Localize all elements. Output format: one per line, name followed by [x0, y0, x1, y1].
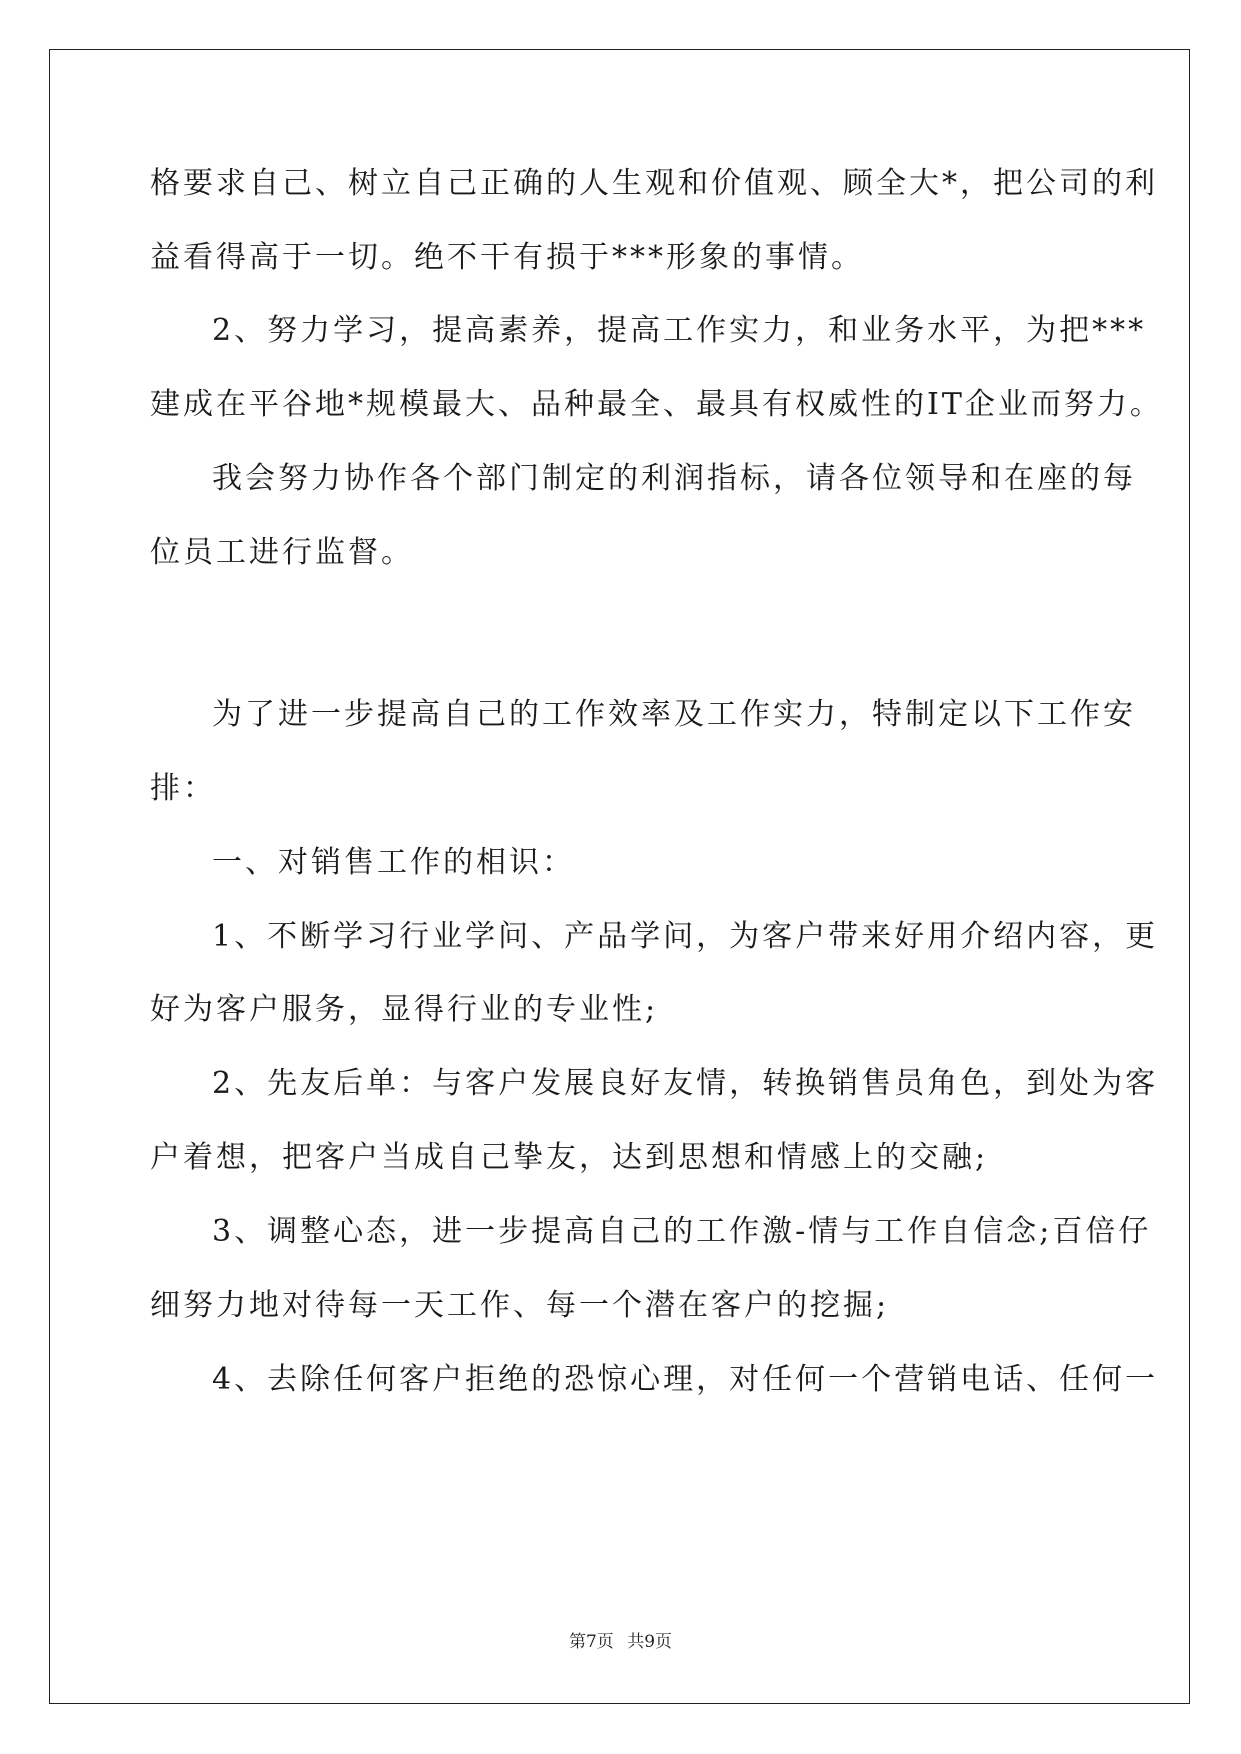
text-line: 排： — [150, 771, 216, 806]
text-line: 我会努力协作各个部门制定的利润指标，请各位领导和在座的每 — [212, 461, 1136, 496]
text-line: 2、先友后单：与客户发展良好友情，转换销售员角色，到处为客 — [212, 1066, 1159, 1101]
text-line: 1、不断学习行业学问、产品学问，为客户带来好用介绍内容，更 — [212, 919, 1159, 954]
text-line: 3、调整心态，进一步提高自己的工作激-情与工作自信念;百倍仔 — [212, 1214, 1152, 1249]
page-number: 第7页 — [568, 1632, 614, 1652]
page-footer — [0, 1627, 1241, 1652]
text-line: 好为客户服务，显得行业的专业性; — [150, 992, 659, 1027]
text-line: 位员工进行监督。 — [150, 535, 414, 570]
text-line: 户着想，把客户当成自己挚友，达到思想和情感上的交融; — [150, 1140, 989, 1175]
text-line: 益看得高于一切。绝不干有损于***形象的事情。 — [150, 240, 864, 275]
text-line: 建成在平谷地*规模最大、品种最全、最具有权威性的IT企业而努力。 — [150, 387, 1163, 422]
text-line: 格要求自己、树立自己正确的人生观和价值观、顾全大*，把公司的利 — [150, 166, 1158, 201]
page-total: 共9页 — [627, 1632, 673, 1652]
text-line: 为了进一步提高自己的工作效率及工作实力，特制定以下工作安 — [212, 697, 1136, 732]
text-line: 4、去除任何客户拒绝的恐惊心理，对任何一个营销电话、任何一 — [212, 1362, 1159, 1397]
text-line: 一、对销售工作的相识： — [212, 845, 575, 880]
text-line: 细努力地对待每一天工作、每一个潜在客户的挖掘; — [150, 1288, 890, 1323]
text-line: 2、努力学习，提高素养，提高工作实力，和业务水平，为把*** — [212, 313, 1147, 348]
